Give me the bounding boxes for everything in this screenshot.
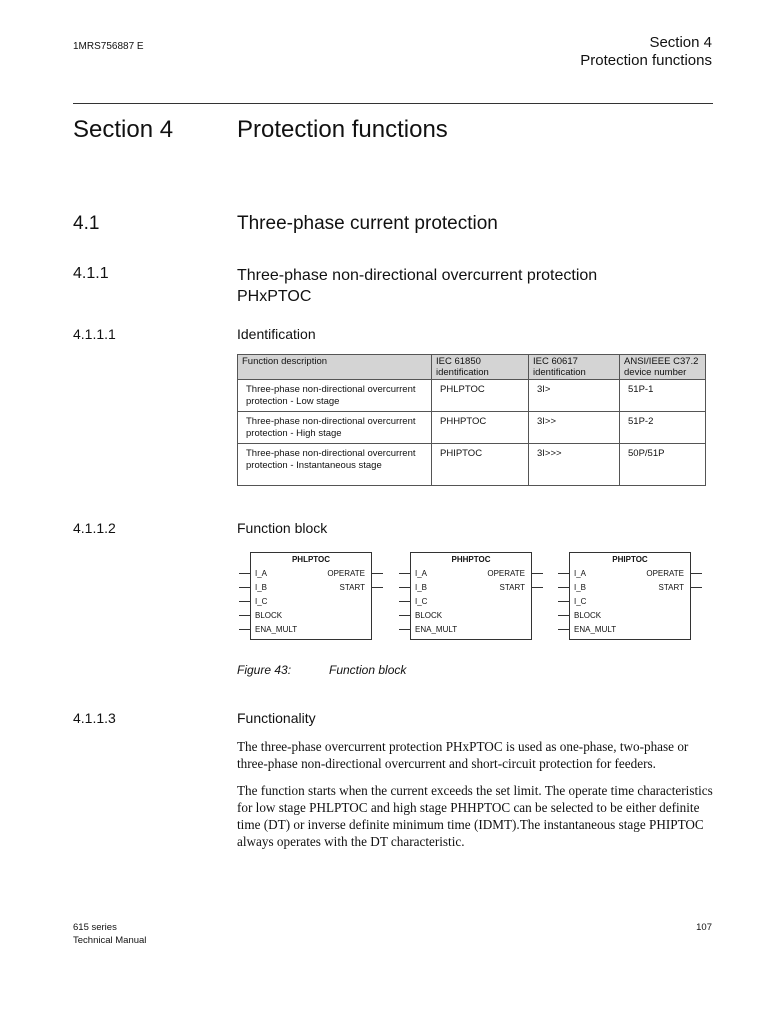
- section-4-1-1-3-title: Functionality: [237, 710, 316, 726]
- output-start: START: [658, 583, 684, 592]
- running-header: [580, 34, 712, 70]
- cell-iec61850: PHLPTOC: [432, 380, 529, 412]
- section-4-1-1-title: [237, 265, 597, 307]
- header-ansi: ANSI/IEEE C37.2 device number: [620, 355, 706, 380]
- function-block-phhptoc: [398, 552, 546, 648]
- output-start: START: [499, 583, 525, 592]
- input-line: [239, 601, 250, 602]
- paragraph-purpose: The three-phase overcurrent protection PHxPTOC is used as one-phase, two-phase or three-phase non-directional overcurrent and short-circuit protection for feeders.: [237, 739, 689, 771]
- footer-series: 615 series: [73, 922, 117, 933]
- input-line: [558, 629, 569, 630]
- table-header-row: [238, 355, 706, 380]
- input-i-b: I_B: [574, 583, 587, 592]
- function-block-name: PHHPTOC: [451, 555, 491, 564]
- input-ena-mult: ENA_MULT: [574, 625, 617, 634]
- cell-ansi: 51P-1: [620, 380, 706, 412]
- document-id: 1MRS756887 E: [73, 41, 144, 52]
- page-number: 107: [696, 922, 712, 933]
- function-block-name: PHLPTOC: [291, 555, 331, 564]
- running-header-title: Protection functions: [580, 52, 712, 69]
- input-i-a: I_A: [415, 569, 428, 578]
- header-function-description: Function description: [238, 355, 432, 380]
- input-line: [239, 573, 250, 574]
- cell-iec61850: PHIPTOC: [432, 444, 529, 486]
- header-iec60617: IEC 60617 identification: [529, 355, 620, 380]
- input-i-b: I_B: [415, 583, 428, 592]
- section-4-1-1-2-title: Function block: [237, 520, 328, 536]
- input-line: [558, 601, 569, 602]
- input-line: [558, 615, 569, 616]
- output-line: [691, 573, 702, 574]
- input-i-c: I_C: [415, 597, 428, 606]
- output-line: [532, 587, 543, 588]
- header-iec61850: IEC 61850 identification: [432, 355, 529, 380]
- input-block: BLOCK: [255, 611, 283, 620]
- cell-iec61850: PHHPTOC: [432, 412, 529, 444]
- section-4-1-1-3-number: 4.1.1.3: [73, 710, 116, 726]
- section-4-1-1-number: 4.1.1: [73, 265, 109, 282]
- input-line: [558, 587, 569, 588]
- function-block-name: PHIPTOC: [612, 555, 648, 564]
- output-operate: OPERATE: [646, 569, 684, 578]
- header-rule: [73, 103, 713, 104]
- input-line: [558, 573, 569, 574]
- cell-iec60617: 3I>: [529, 380, 620, 412]
- section-4-1-1-1-number: 4.1.1.1: [73, 326, 116, 342]
- input-i-a: I_A: [574, 569, 587, 578]
- table-row: [238, 444, 706, 486]
- output-line: [372, 573, 383, 574]
- output-operate: OPERATE: [327, 569, 365, 578]
- cell-description: Three-phase non-directional overcurrent protection - Instantaneous stage: [238, 444, 432, 486]
- input-line: [399, 629, 410, 630]
- chapter-number: Section 4: [73, 116, 174, 143]
- cell-iec60617: 3I>>: [529, 412, 620, 444]
- cell-ansi: 51P-2: [620, 412, 706, 444]
- table-row: [238, 380, 706, 412]
- section-4-1-1-title-line1: Three-phase non-directional overcurrent protection: [237, 267, 598, 284]
- running-header-section: Section 4: [649, 34, 712, 51]
- input-line: [399, 573, 410, 574]
- input-ena-mult: ENA_MULT: [255, 625, 298, 634]
- output-line: [532, 573, 543, 574]
- cell-iec60617: 3I>>>: [529, 444, 620, 486]
- output-line: [691, 587, 702, 588]
- function-block-box: [250, 552, 372, 640]
- section-4-1-title: Three-phase current protection: [237, 213, 498, 234]
- table-row: [238, 412, 706, 444]
- output-line: [372, 587, 383, 588]
- input-line: [239, 615, 250, 616]
- section-4-1-1-1-title: Identification: [237, 326, 316, 342]
- footer-left: [73, 921, 146, 947]
- footer-manual: Technical Manual: [73, 935, 147, 946]
- input-line: [239, 587, 250, 588]
- input-i-c: I_C: [574, 597, 587, 606]
- function-block-phiptoc: [557, 552, 705, 648]
- figure-label: Figure 43:: [237, 663, 292, 677]
- section-4-1-1-2-number: 4.1.1.2: [73, 520, 116, 536]
- output-start: START: [339, 583, 365, 592]
- input-i-c: I_C: [255, 597, 268, 606]
- cell-description: Three-phase non-directional overcurrent protection - High stage: [238, 412, 432, 444]
- section-4-1-1-title-line2: PHxPTOC: [237, 288, 312, 305]
- function-block-box: [569, 552, 691, 640]
- input-i-a: I_A: [255, 569, 268, 578]
- input-line: [399, 587, 410, 588]
- function-block-phlptoc: [238, 552, 386, 648]
- input-block: BLOCK: [415, 611, 443, 620]
- input-line: [239, 629, 250, 630]
- input-ena-mult: ENA_MULT: [415, 625, 458, 634]
- output-operate: OPERATE: [487, 569, 525, 578]
- input-line: [399, 615, 410, 616]
- chapter-title: Protection functions: [237, 116, 448, 143]
- cell-description: Three-phase non-directional overcurrent protection - Low stage: [238, 380, 432, 412]
- function-block-box: [410, 552, 532, 640]
- input-block: BLOCK: [574, 611, 602, 620]
- figure-caption: Function block: [329, 663, 407, 677]
- cell-ansi: 50P/51P: [620, 444, 706, 486]
- section-4-1-number: 4.1: [73, 213, 100, 234]
- identification-table: [237, 354, 706, 486]
- paragraph-operation: The function starts when the current exceeds the set limit. The operate time characteristics for low stage PHLPTOC and high stage PHHPTOC can be selected to be either definite time (DT) or inverse definite minimum time (IDMT).The instantaneous stage PHIPTOC always operates with the DT characteristic.: [237, 783, 713, 849]
- input-line: [399, 601, 410, 602]
- input-i-b: I_B: [255, 583, 268, 592]
